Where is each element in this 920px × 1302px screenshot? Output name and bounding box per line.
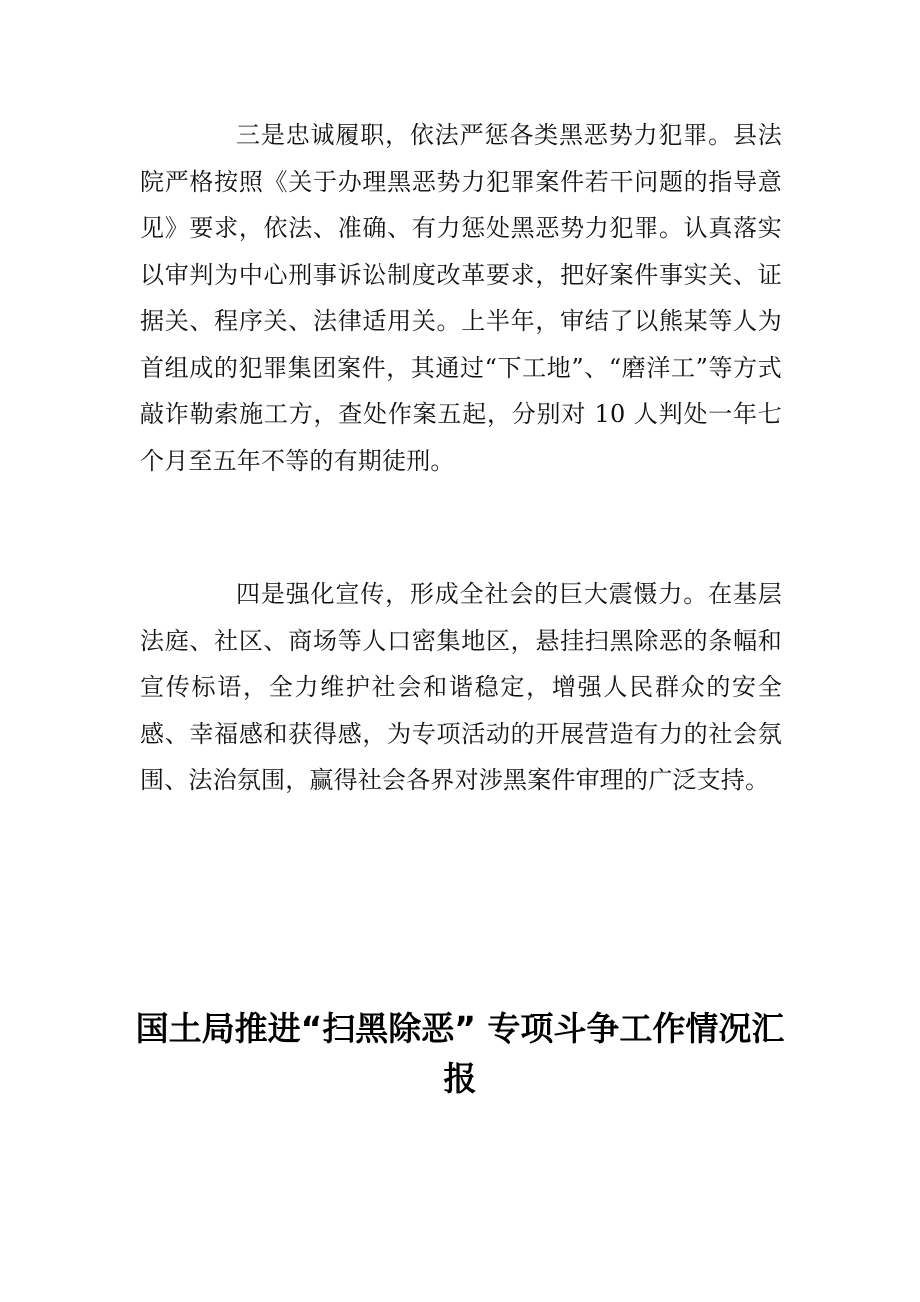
paragraph-3-duty-performance: 三是忠诚履职，依法严惩各类黑恶势力犯罪。县法院严格按照《关于办理黑恶势力犯罪案件若干问题的指导意见》要求，依法、准确、有力惩处黑恶势力犯罪。认真落实以审判为中心刑事诉讼制度改革要求，把好案件事实关、证据关、程序关、法律适用关。上半年，审结了以熊某等人为首组成的犯罪集团案件，其通过“下工地”、“磨洋工”等方式敲诈勒索施工方，查处作案五起，分别对 10 人判处一年七个月至五年不等的有期徒刑。 xyxy=(140,121,782,475)
paragraph-4-publicity: 四是强化宣传，形成全社会的巨大震慑力。在基层法庭、社区、商场等人口密集地区，悬挂扫黑除恶的条幅和宣传标语，全力维护社会和谐稳定，增强人民群众的安全感、幸福感和获得感，为专项活动的开展营造有力的社会氛围、法治氛围，赢得社会各界对涉黑案件审理的广泛支持。 xyxy=(140,580,782,794)
section-title: 国土局推进“扫黑除恶” 专项斗争工作情况汇报 xyxy=(135,1009,785,1098)
